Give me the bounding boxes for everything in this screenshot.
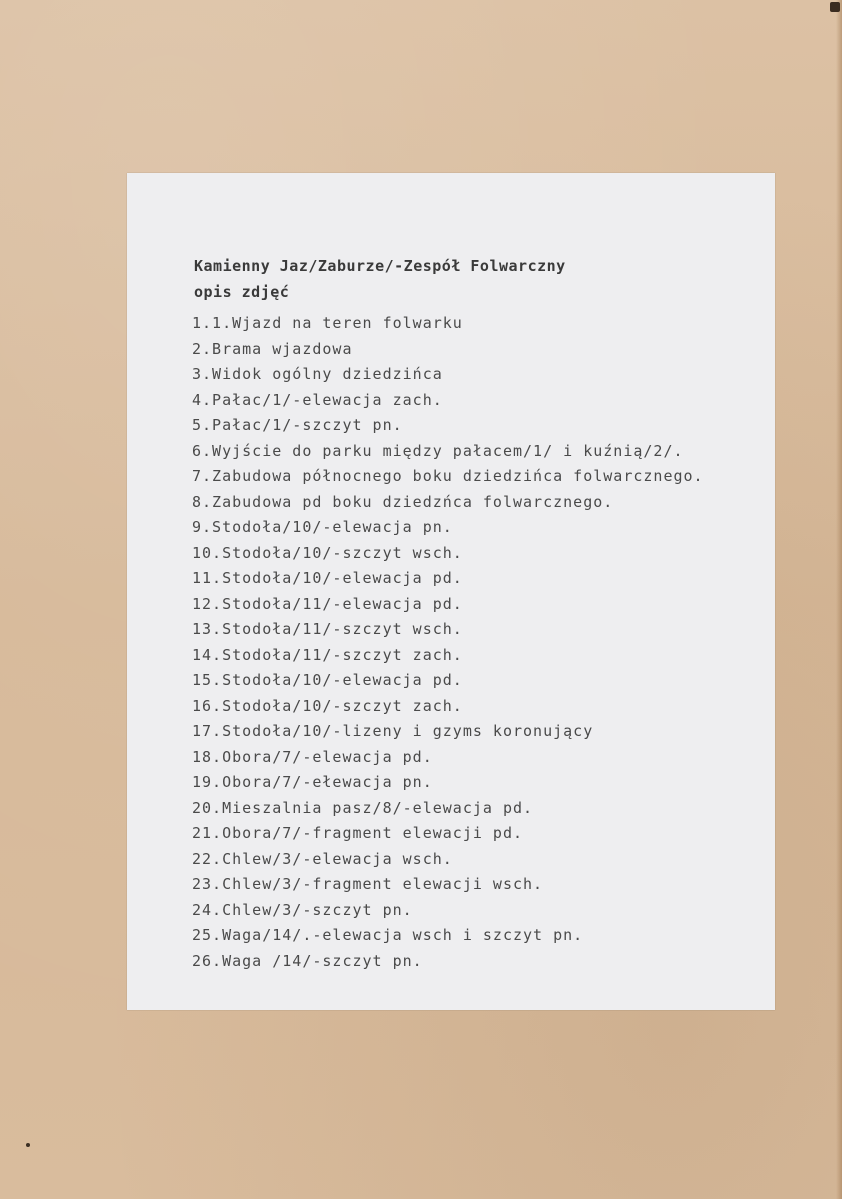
typed-paper-sheet bbox=[127, 173, 775, 1010]
photo-description-item: 10.Stodoła/10/-szczyt wsch. bbox=[192, 543, 463, 562]
photo-description-item: 11.Stodoła/10/-elewacja pd. bbox=[192, 569, 463, 587]
photo-description-item: 14.Stodoła/11/-szczyt zach. bbox=[192, 645, 463, 664]
photo-description-item: 12.Stodoła/11/-elewacja pd. bbox=[192, 594, 463, 613]
photo-description-item: 2.Brama wjazdowa bbox=[192, 339, 353, 358]
photo-description-item: 16.Stodoła/10/-szczyt zach. bbox=[192, 696, 463, 715]
board-edge-shadow bbox=[836, 0, 842, 1199]
photo-description-item: 21.Obora/7/-fragment elewacji pd. bbox=[192, 824, 524, 842]
photo-description-item: 24.Chlew/3/-szczyt pn. bbox=[192, 900, 413, 919]
photo-description-item: 6.Wyjście do parku między pałacem/1/ i kuźnią/2/. bbox=[192, 441, 684, 460]
photo-description-item: 8.Zabudowa pd boku dziedzńca folwarcznego. bbox=[192, 492, 614, 511]
document-header bbox=[194, 253, 566, 305]
photo-description-item: 22.Chlew/3/-elewacja wsch. bbox=[192, 849, 453, 868]
photo-description-item: 13.Stodoła/11/-szczyt wsch. bbox=[192, 620, 463, 638]
photo-description-item: 23.Chlew/3/-fragment elewacji wsch. bbox=[192, 875, 544, 893]
photo-description-item: 20.Mieszalnia pasz/8/-elewacja pd. bbox=[192, 798, 534, 817]
photo-description-item: 3.Widok ogólny dziedzińca bbox=[192, 365, 443, 383]
corner-mark bbox=[830, 2, 840, 12]
photo-description-item: 17.Stodoła/10/-lizeny i gzyms koronujący bbox=[192, 722, 594, 740]
photo-description-item: 1.1.Wjazd na teren folwarku bbox=[192, 314, 463, 332]
photo-description-item: 26.Waga /14/-szczyt pn. bbox=[192, 951, 423, 970]
photo-description-list bbox=[192, 311, 704, 974]
photo-description-item: 4.Pałac/1/-elewacja zach. bbox=[192, 390, 443, 409]
photo-description-item: 5.Pałac/1/-szczyt pn. bbox=[192, 416, 403, 434]
photo-description-item: 18.Obora/7/-elewacja pd. bbox=[192, 747, 433, 766]
photo-description-item: 15.Stodoła/10/-elewacja pd. bbox=[192, 671, 463, 689]
photo-description-item: 7.Zabudowa północnego boku dziedzińca folwarcznego. bbox=[192, 467, 704, 485]
photo-description-item: 9.Stodoła/10/-elewacja pn. bbox=[192, 518, 453, 536]
photo-description-item: 19.Obora/7/-ełewacja pn. bbox=[192, 773, 433, 791]
document-title: Kamienny Jaz/Zaburze/-Zespół Folwarczny bbox=[194, 257, 566, 275]
document-subtitle: opis zdjęć bbox=[194, 283, 290, 301]
photo-description-item: 25.Waga/14/.-elewacja wsch i szczyt pn. bbox=[192, 926, 584, 944]
dust-speck bbox=[26, 1143, 30, 1147]
